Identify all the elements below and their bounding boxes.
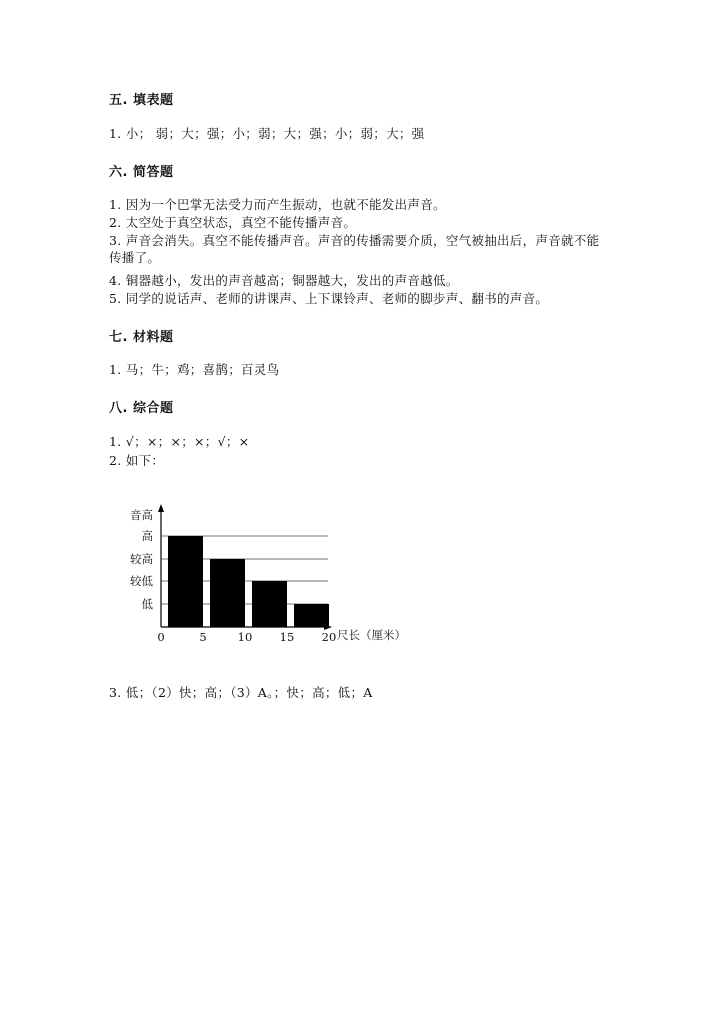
section-5-answer-1: 1. 小； 弱；大；强；小；弱；大；强；小；弱；大；强 [109, 126, 425, 141]
y-axis-arrow [158, 504, 164, 512]
bar [252, 581, 287, 627]
y-tick-label: 较高 [130, 552, 153, 566]
section-8-answer-2: 2. 如下： [109, 453, 165, 468]
x-axis-title: 尺长（厘米） [337, 628, 406, 642]
x-tick-label: 10 [237, 630, 253, 644]
y-tick-label: 高 [141, 529, 153, 543]
section-8-heading: 八. 综合题 [109, 401, 174, 416]
bar [294, 604, 329, 627]
section-7-answer-1: 1. 马；牛；鸡；喜鹊；百灵鸟 [109, 362, 280, 377]
x-tick-label: 0 [157, 630, 165, 644]
x-tick-label: 15 [279, 630, 295, 644]
x-tick-label: 20 [321, 630, 337, 644]
section-8-answer-3: 3. 低；（2）快；高；（3）A。；快；高；低；A [109, 685, 373, 700]
x-tick-label: 5 [199, 630, 207, 644]
y-tick-label: 低 [141, 597, 153, 611]
section-8-answer-1: 1. √；×；×；×；√；× [109, 434, 250, 449]
section-5-heading: 五. 填表题 [109, 93, 174, 108]
section-6-answer-5: 5. 同学的说话声、老师的讲课声、上下课铃声、老师的脚步声、翻书的声音。 [109, 291, 549, 306]
section-6-answer-4: 4. 铜器越小，发出的声音越高；铜器越大，发出的声音越低。 [109, 273, 459, 288]
y-axis-title: 音高 [130, 508, 153, 522]
pitch-bar-chart [118, 500, 408, 650]
bar [210, 559, 245, 627]
bar [168, 536, 203, 627]
section-6-heading: 六. 简答题 [109, 165, 174, 180]
section-7-heading: 七. 材料题 [109, 330, 174, 345]
section-6-answer-3: 3. 声音会消失。真空不能传播声音。声音的传播需要介质，空气被抽出后，声音就不能传播了。 [109, 233, 600, 265]
chart-svg [118, 500, 408, 650]
y-tick-label: 较低 [130, 574, 153, 588]
section-6-answer-2: 2. 太空处于真空状态，真空不能传播声音。 [109, 215, 357, 230]
section-6-answer-1: 1. 因为一个巴掌无法受力而产生振动，也就不能发出声音。 [109, 197, 446, 212]
